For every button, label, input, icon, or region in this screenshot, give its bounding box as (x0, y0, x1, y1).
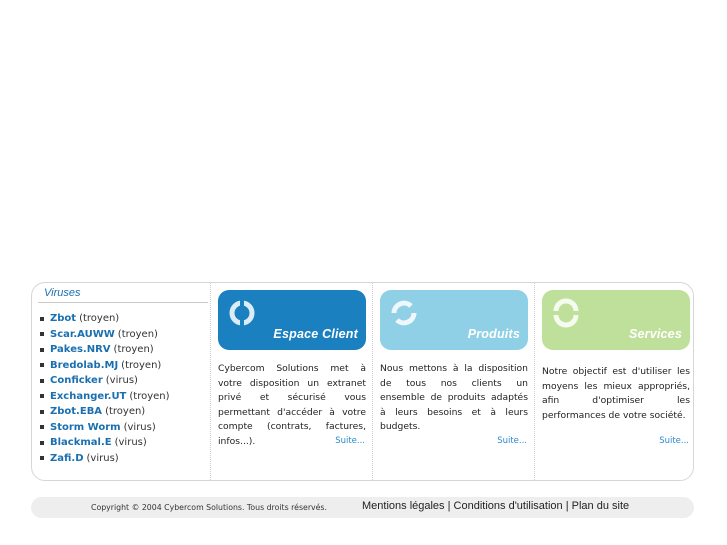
refresh-icon (389, 298, 419, 328)
list-item (40, 342, 208, 358)
list-item (40, 327, 208, 343)
footer-links (362, 500, 629, 512)
viruses-section (38, 287, 208, 466)
virus-type: (troyen) (129, 390, 170, 402)
services-suite-link[interactable]: Suite... (659, 436, 689, 446)
card-produits (373, 283, 535, 481)
mentions-legales-link[interactable]: Mentions légales (362, 500, 445, 512)
ring-icon (227, 298, 257, 328)
bullet-icon (40, 379, 44, 383)
list-item (40, 389, 208, 405)
plan-du-site-link[interactable]: Plan du site (571, 500, 630, 512)
conditions-utilisation-link[interactable]: Conditions d'utilisation (453, 500, 563, 512)
virus-type: (virus) (105, 375, 138, 387)
copyright-text: Copyright © 2004 Cybercom Solutions. Tous droits réservés. (91, 503, 327, 512)
virus-link[interactable]: Zafi.D (50, 452, 84, 464)
viruses-title: Viruses (38, 287, 208, 303)
espace-client-text: Cybercom Solutions met à votre disposition un extranet privé et sécurisé vous permettant d'accéder à votre compte (contrats, factures, infos...). (218, 363, 366, 447)
bullet-icon (40, 363, 44, 367)
list-item (40, 435, 208, 451)
bullet-icon (40, 425, 44, 429)
card-espace-client (211, 283, 373, 481)
virus-link[interactable]: Storm Worm (50, 421, 121, 433)
virus-list (38, 311, 208, 466)
virus-type: (virus) (114, 437, 147, 449)
virus-link[interactable]: Pakes.NRV (50, 344, 111, 356)
virus-type: (troyen) (117, 328, 158, 340)
content-panel (31, 282, 694, 481)
bullet-icon (40, 441, 44, 445)
bullet-icon (40, 317, 44, 321)
espace-client-suite-link[interactable]: Suite... (335, 436, 365, 446)
virus-type: (virus) (123, 421, 156, 433)
virus-link[interactable]: Zbot.EBA (50, 406, 103, 418)
virus-link[interactable]: Scar.AUWW (50, 328, 115, 340)
virus-type: (troyen) (105, 406, 146, 418)
virus-type: (troyen) (121, 359, 162, 371)
produits-banner[interactable] (380, 290, 528, 350)
virus-type: (troyen) (113, 344, 154, 356)
list-item (40, 373, 208, 389)
virus-link[interactable]: Blackmal.E (50, 437, 112, 449)
card-services (535, 283, 694, 481)
virus-link[interactable]: Conficker (50, 375, 103, 387)
produits-suite-link[interactable]: Suite... (497, 436, 527, 446)
bullet-icon (40, 394, 44, 398)
virus-type: (troyen) (79, 313, 120, 325)
bullet-icon (40, 456, 44, 460)
footer-separator: | (447, 500, 451, 512)
produits-label: Produits (467, 327, 520, 341)
list-item (40, 358, 208, 374)
virus-link[interactable]: Exchanger.UT (50, 390, 127, 402)
virus-link[interactable]: Zbot (50, 313, 77, 325)
list-item (40, 420, 208, 436)
virus-link[interactable]: Bredolab.MJ (50, 359, 119, 371)
bullet-icon (40, 410, 44, 414)
footer (31, 497, 694, 518)
footer-separator: | (565, 500, 569, 512)
list-item (40, 451, 208, 467)
produits-text: Nous mettons à la disposition de tous nos clients un ensemble de produits adaptés à leurs besoins et à leurs budgets. (380, 363, 528, 433)
services-text: Notre objectif est d'utiliser les moyens les mieux appropriés, afin d'optimiser les performances de votre société. (542, 366, 690, 421)
services-banner[interactable] (542, 290, 690, 350)
bullet-icon (40, 332, 44, 336)
list-item (40, 404, 208, 420)
espace-client-label: Espace Client (273, 327, 358, 341)
services-label: Services (628, 327, 682, 341)
virus-type: (virus) (86, 452, 119, 464)
bullet-icon (40, 348, 44, 352)
list-item (40, 311, 208, 327)
refresh-icon (551, 298, 581, 328)
espace-client-banner[interactable] (218, 290, 366, 350)
